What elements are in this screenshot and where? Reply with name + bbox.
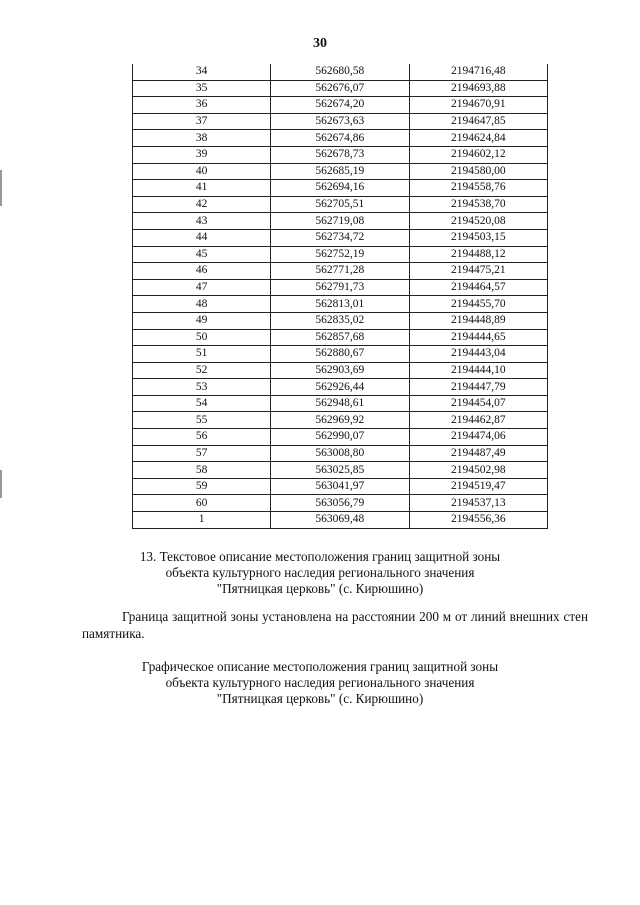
y-coordinate-cell: 2194487,49 (409, 445, 547, 462)
table-row (133, 263, 548, 280)
x-coordinate-cell: 563069,48 (271, 512, 409, 529)
point-number-cell: 43 (133, 213, 271, 230)
x-coordinate-cell: 563008,80 (271, 445, 409, 462)
table-row (133, 64, 548, 80)
point-number-cell: 54 (133, 395, 271, 412)
x-coordinate-cell: 562969,92 (271, 412, 409, 429)
x-coordinate-cell: 562880,67 (271, 346, 409, 363)
table-row (133, 362, 548, 379)
y-coordinate-cell: 2194580,00 (409, 163, 547, 180)
point-number-cell: 49 (133, 312, 271, 329)
point-number-cell: 52 (133, 362, 271, 379)
x-coordinate-cell: 562705,51 (271, 196, 409, 213)
table-row (133, 296, 548, 313)
y-coordinate-cell: 2194520,08 (409, 213, 547, 230)
scan-edge-mark (0, 170, 2, 206)
y-coordinate-cell: 2194455,70 (409, 296, 547, 313)
y-coordinate-cell: 2194503,15 (409, 229, 547, 246)
table-row (133, 462, 548, 479)
heading-line: 13. Текстовое описание местоположения границ защитной зоны (139, 549, 501, 564)
y-coordinate-cell: 2194464,57 (409, 279, 547, 296)
point-number-cell: 47 (133, 279, 271, 296)
point-number-cell: 36 (133, 97, 271, 114)
x-coordinate-cell: 562680,58 (271, 64, 409, 80)
x-coordinate-cell: 563041,97 (271, 478, 409, 495)
point-number-cell: 41 (133, 180, 271, 197)
table-row (133, 80, 548, 97)
y-coordinate-cell: 2194647,85 (409, 113, 547, 130)
x-coordinate-cell: 562694,16 (271, 180, 409, 197)
table-row (133, 395, 548, 412)
point-number-cell: 51 (133, 346, 271, 363)
y-coordinate-cell: 2194502,98 (409, 462, 547, 479)
y-coordinate-cell: 2194519,47 (409, 478, 547, 495)
x-coordinate-cell: 562926,44 (271, 379, 409, 396)
point-number-cell: 58 (133, 462, 271, 479)
table-row (133, 329, 548, 346)
table-row (133, 379, 548, 396)
table-row (133, 229, 548, 246)
point-number-cell: 57 (133, 445, 271, 462)
point-number-cell: 59 (133, 478, 271, 495)
x-coordinate-cell: 562791,73 (271, 279, 409, 296)
y-coordinate-cell: 2194538,70 (409, 196, 547, 213)
x-coordinate-cell: 562948,61 (271, 395, 409, 412)
point-number-cell: 44 (133, 229, 271, 246)
table-row (133, 279, 548, 296)
x-coordinate-cell: 563056,79 (271, 495, 409, 512)
x-coordinate-cell: 562903,69 (271, 362, 409, 379)
point-number-cell: 39 (133, 146, 271, 163)
y-coordinate-cell: 2194537,13 (409, 495, 547, 512)
y-coordinate-cell: 2194448,89 (409, 312, 547, 329)
table-row (133, 312, 548, 329)
heading-line: "Пятницкая церковь" (с. Кирюшино) (216, 691, 424, 706)
table-row (133, 113, 548, 130)
point-number-cell: 37 (133, 113, 271, 130)
table-row (133, 412, 548, 429)
table-row (133, 97, 548, 114)
x-coordinate-cell: 562752,19 (271, 246, 409, 263)
point-number-cell: 40 (133, 163, 271, 180)
y-coordinate-cell: 2194444,65 (409, 329, 547, 346)
table-row (133, 495, 548, 512)
table-row (133, 346, 548, 363)
y-coordinate-cell: 2194556,36 (409, 512, 547, 529)
point-number-cell: 45 (133, 246, 271, 263)
point-number-cell: 55 (133, 412, 271, 429)
x-coordinate-cell: 562674,20 (271, 97, 409, 114)
heading-line: объекта культурного наследия регионального значения (165, 565, 475, 580)
y-coordinate-cell: 2194475,21 (409, 263, 547, 280)
x-coordinate-cell: 562857,68 (271, 329, 409, 346)
table-row (133, 163, 548, 180)
point-number-cell: 46 (133, 263, 271, 280)
y-coordinate-cell: 2194488,12 (409, 246, 547, 263)
x-coordinate-cell: 562771,28 (271, 263, 409, 280)
point-number-cell: 56 (133, 429, 271, 446)
point-number-cell: 38 (133, 130, 271, 147)
x-coordinate-cell: 562678,73 (271, 146, 409, 163)
y-coordinate-cell: 2194447,79 (409, 379, 547, 396)
y-coordinate-cell: 2194474,06 (409, 429, 547, 446)
heading-line: объекта культурного наследия регионального значения (165, 675, 475, 690)
table-row (133, 429, 548, 446)
point-number-cell: 35 (133, 80, 271, 97)
table-row (133, 246, 548, 263)
table-row (133, 445, 548, 462)
x-coordinate-cell: 562674,86 (271, 130, 409, 147)
point-number-cell: 34 (133, 64, 271, 80)
x-coordinate-cell: 563025,85 (271, 462, 409, 479)
heading-line: Графическое описание местоположения границ защитной зоны (141, 659, 499, 674)
y-coordinate-cell: 2194443,04 (409, 346, 547, 363)
point-number-cell: 50 (133, 329, 271, 346)
point-number-cell: 48 (133, 296, 271, 313)
x-coordinate-cell: 562673,63 (271, 113, 409, 130)
y-coordinate-cell: 2194454,07 (409, 395, 547, 412)
x-coordinate-cell: 562835,02 (271, 312, 409, 329)
page-number: 30 (313, 36, 327, 51)
y-coordinate-cell: 2194602,12 (409, 146, 547, 163)
y-coordinate-cell: 2194693,88 (409, 80, 547, 97)
x-coordinate-cell: 562676,07 (271, 80, 409, 97)
boundary-paragraph: Граница защитной зоны установлена на расстоянии 200 м от линий внешних стен памятника. (82, 609, 588, 641)
y-coordinate-cell: 2194670,91 (409, 97, 547, 114)
y-coordinate-cell: 2194444,10 (409, 362, 547, 379)
x-coordinate-cell: 562813,01 (271, 296, 409, 313)
y-coordinate-cell: 2194716,48 (409, 64, 547, 80)
table-row (133, 146, 548, 163)
point-number-cell: 1 (133, 512, 271, 529)
section-13-heading (0, 549, 640, 597)
y-coordinate-cell: 2194558,76 (409, 180, 547, 197)
point-number-cell: 60 (133, 495, 271, 512)
table-row (133, 180, 548, 197)
coordinates-table (132, 64, 548, 529)
y-coordinate-cell: 2194624,84 (409, 130, 547, 147)
y-coordinate-cell: 2194462,87 (409, 412, 547, 429)
table-row (133, 196, 548, 213)
point-number-cell: 42 (133, 196, 271, 213)
table-row (133, 512, 548, 529)
heading-line: "Пятницкая церковь" (с. Кирюшино) (216, 581, 424, 596)
x-coordinate-cell: 562990,07 (271, 429, 409, 446)
table-row (133, 213, 548, 230)
point-number-cell: 53 (133, 379, 271, 396)
graphic-description-heading (0, 659, 640, 707)
x-coordinate-cell: 562685,19 (271, 163, 409, 180)
table-row (133, 130, 548, 147)
scan-edge-mark (0, 470, 2, 498)
x-coordinate-cell: 562719,08 (271, 213, 409, 230)
x-coordinate-cell: 562734,72 (271, 229, 409, 246)
table-row (133, 478, 548, 495)
